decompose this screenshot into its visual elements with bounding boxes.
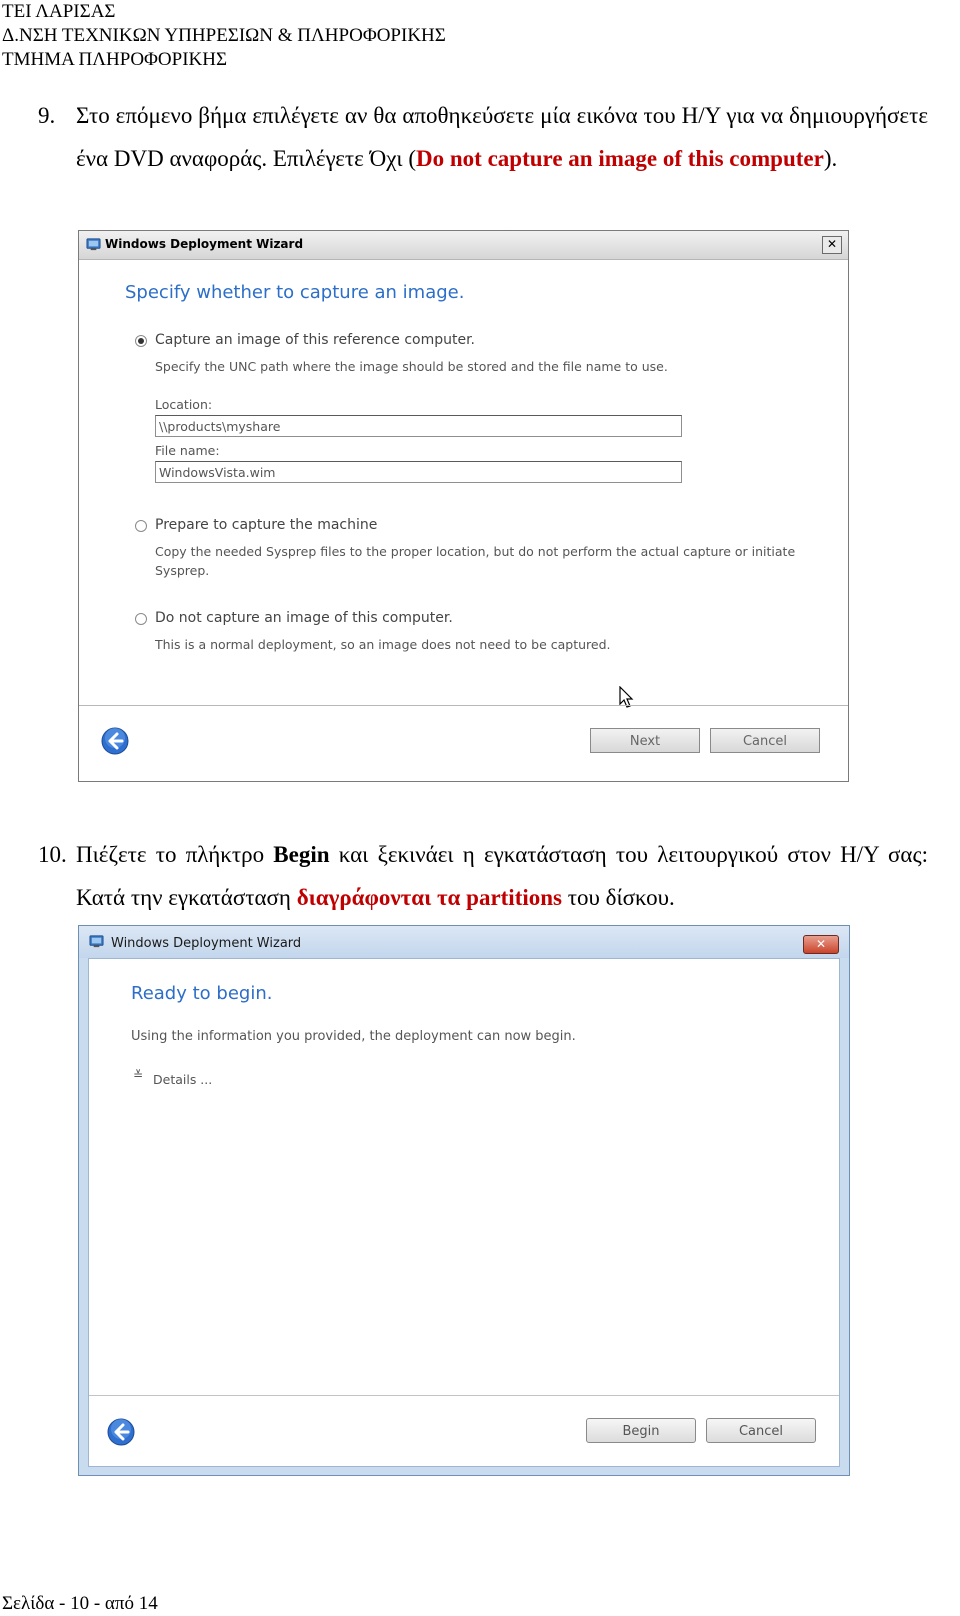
location-label: Location:	[155, 397, 213, 412]
option-no-capture-desc: This is a normal deployment, so an image does not need to be captured.	[155, 637, 611, 652]
close-button[interactable]: ✕	[803, 935, 839, 954]
wizard-window-ready	[78, 925, 850, 1476]
option-prepare-desc: Copy the needed Sysprep files to the proper location, but do not perform the actual capture or initiate	[155, 544, 796, 559]
window-title: Windows Deployment Wizard	[111, 936, 302, 951]
step-text-part: και ξεκινάει η εγκατάσταση του λειτουργικού στον Η/Υ σας: Κατά την εγκατάσταση	[76, 842, 928, 910]
radio-no-capture[interactable]	[135, 613, 147, 625]
window-title: Windows Deployment Wizard	[105, 237, 304, 251]
wizard-window-capture	[78, 230, 849, 782]
step-text-part: Στο επόμενο βήμα επιλέγετε αν θα αποθηκεύσετε μία εικόνα του Η/Υ για να δημιουργήσετε ένα DVD αναφοράς. Επιλέγετε Όχι (	[76, 103, 928, 171]
option-no-capture-label[interactable]: Do not capture an image of this computer.	[155, 610, 453, 626]
footer-separator	[89, 1395, 839, 1396]
page-number-footer: Σελίδα - 10 - από 14	[2, 1593, 158, 1614]
step-bold-term: Begin	[273, 842, 330, 867]
page-title: Specify whether to capture an image.	[125, 282, 465, 303]
back-arrow-icon[interactable]	[101, 727, 129, 755]
option-capture-label[interactable]: Capture an image of this reference computer.	[155, 332, 475, 348]
step-highlight: Do not capture an image of this computer	[416, 146, 824, 171]
step-text-part: Πιέζετε το πλήκτρο	[76, 842, 274, 867]
next-button[interactable]: Next	[590, 728, 700, 753]
header-department: ΤΜΗΜΑ ΠΛΗΡΟΦΟΡΙΚΗΣ	[2, 49, 228, 70]
option-prepare-label[interactable]: Prepare to capture the machine	[155, 517, 378, 533]
step-highlight: διαγράφονται τα partitions	[296, 885, 562, 910]
app-icon	[86, 237, 101, 252]
document-header	[2, 0, 446, 72]
step-number: 10.	[38, 842, 67, 867]
step-9	[38, 94, 928, 180]
header-institution: ΤΕΙ ΛΑΡΙΣΑΣ	[2, 1, 116, 22]
chevron-down-icon[interactable]: ≚	[133, 1068, 144, 1082]
step-text-part: ).	[823, 146, 838, 171]
step-text	[76, 833, 928, 919]
begin-button[interactable]: Begin	[586, 1418, 696, 1443]
wizard-client-area	[88, 958, 840, 1467]
filename-input[interactable]: WindowsVista.wim	[155, 461, 682, 483]
footer-separator	[79, 705, 848, 706]
filename-label: File name:	[155, 443, 220, 458]
option-capture-desc: Specify the UNC path where the image should be stored and the file name to use.	[155, 359, 668, 374]
page-title: Ready to begin.	[131, 983, 273, 1004]
cancel-button[interactable]: Cancel	[706, 1418, 816, 1443]
mouse-cursor-icon	[619, 686, 635, 710]
app-icon	[89, 934, 104, 949]
close-button[interactable]: ✕	[822, 236, 842, 254]
location-input[interactable]: \\products\myshare	[155, 415, 682, 437]
step-text	[76, 94, 928, 180]
details-toggle[interactable]: Details ...	[153, 1072, 213, 1087]
option-prepare-desc-cont: Sysprep.	[155, 563, 210, 578]
header-directorate: Δ.ΝΣΗ ΤΕΧΝΙΚΩΝ ΥΠΗΡΕΣΙΩΝ & ΠΛΗΡΟΦΟΡΙΚΗΣ	[2, 25, 446, 46]
ready-info-text: Using the information you provided, the deployment can now begin.	[131, 1029, 576, 1044]
back-arrow-icon[interactable]	[107, 1418, 135, 1446]
step-text-part: του δίσκου.	[562, 885, 675, 910]
step-10	[38, 833, 928, 919]
title-bar	[79, 926, 849, 958]
radio-capture-image[interactable]	[135, 335, 147, 347]
title-bar	[79, 231, 848, 260]
radio-prepare-capture[interactable]	[135, 520, 147, 532]
step-number: 9.	[38, 103, 56, 128]
cancel-button[interactable]: Cancel	[710, 728, 820, 753]
